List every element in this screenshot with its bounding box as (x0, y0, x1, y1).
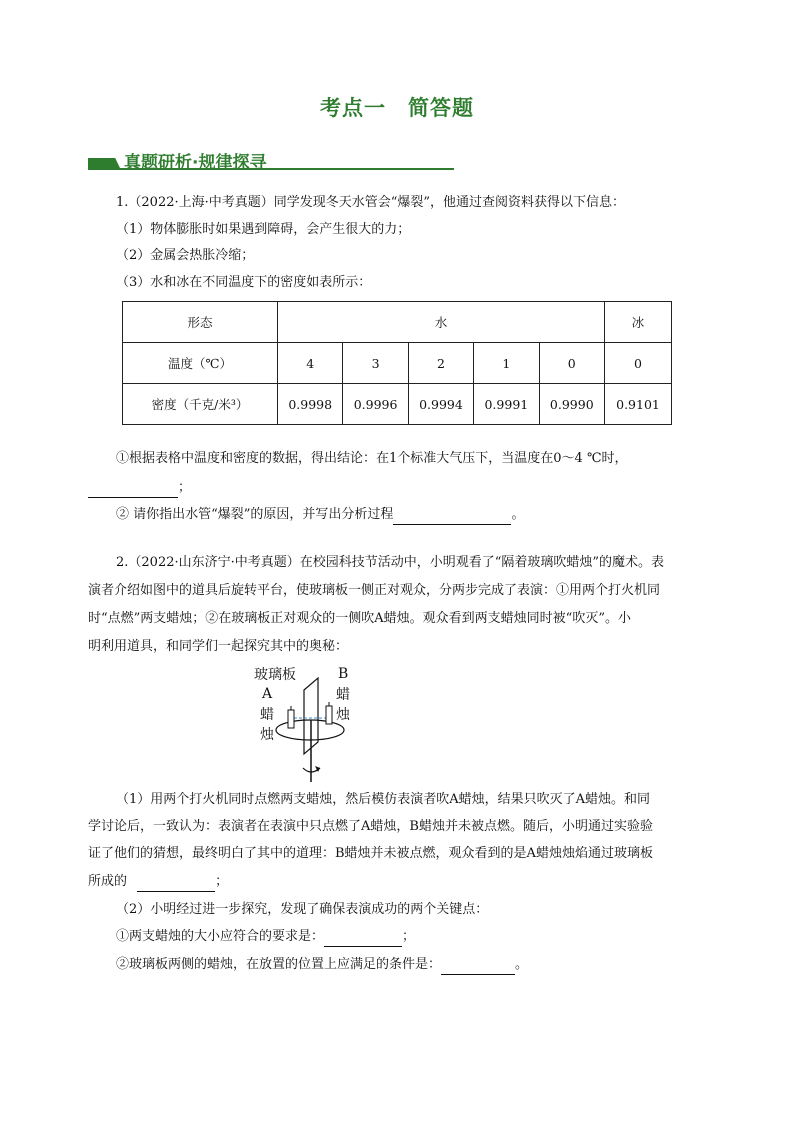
punct: ； (178, 480, 192, 495)
glass-plate-label: 玻璃板 (254, 667, 296, 683)
q2-part-2-b-text: ②玻璃板两侧的蜡烛，在放置的位置上应满足的条件是： (116, 957, 442, 972)
q2-part-1-text: 所成的 (88, 874, 128, 889)
table-cell: 温度（℃） (123, 343, 278, 384)
table-row (123, 302, 672, 343)
q2-part-1-line-2: 学讨论后，一致认为：表演者在表演中只点燃了A蜡烛，B蜡烛并未被点燃。随后，小明通过实验验 (88, 819, 653, 834)
punct: 。 (515, 957, 529, 972)
q1-sub-1-answer (88, 478, 191, 498)
table-cell: 冰 (605, 302, 672, 343)
table-row (123, 384, 672, 425)
candle-b-char-2: 烛 (336, 707, 350, 723)
table-cell: 0 (605, 343, 672, 384)
candle-b-char-1: 蜡 (336, 687, 350, 703)
punct: ； (402, 929, 416, 944)
q2-stem-4: 明利用道具，和同学们一起探究其中的奥秘： (88, 639, 349, 654)
q1-info-2: （2）金属会热胀冷缩； (116, 248, 255, 263)
candle-a-label: A (262, 686, 273, 702)
q1-info-1: （1）物体膨胀时如果遇到障碍，会产生很大的力； (116, 222, 411, 237)
q2-part-2-b (116, 955, 528, 975)
q1-stem: 1.（2022·上海·中考真题）同学发现冬天水管会“爆裂”，他通过查阅资料获得以下信息： (116, 195, 626, 210)
page-title: 考点一 简答题 (320, 96, 474, 120)
table-cell: 0.9996 (343, 384, 408, 425)
q2-stem-3: 时“点燃”两支蜡烛；②在玻璃板正对观众的一侧吹A蜡烛。观众看到两支蜡烛同时被“吹灭”。小 (88, 611, 631, 626)
table-cell: 0.9994 (408, 384, 473, 425)
section-header (88, 148, 458, 174)
table-cell: 形态 (123, 302, 278, 343)
header-bar-decoration (88, 158, 120, 168)
answer-blank[interactable] (324, 932, 402, 947)
punct: ； (215, 874, 229, 889)
q2-part-2-a-text: ①两支蜡烛的大小应符合的要求是： (116, 929, 325, 944)
table-cell: 0.9991 (474, 384, 539, 425)
table-cell: 4 (278, 343, 343, 384)
punct: 。 (511, 507, 525, 522)
section-header-label: 真题研析·规律探寻 (124, 153, 267, 173)
table-cell: 1 (474, 343, 539, 384)
q2-stem-2: 演者介绍如图中的道具后旋转平台，使玻璃板一侧正对观众，分两步完成了表演：①用两个打火机同 (88, 583, 661, 598)
table-cell: 3 (343, 343, 408, 384)
q2-part-1-line-3: 证了他们的猜想，最终明白了其中的道理：B蜡烛并未被点燃，观众看到的是A蜡烛烛焰通过玻璃板 (88, 846, 653, 861)
candle-b-label: B (338, 666, 349, 682)
table-cell: 0 (539, 343, 604, 384)
answer-blank[interactable] (137, 877, 215, 892)
answer-blank[interactable] (393, 510, 511, 525)
q2-stem-1: 2.（2022·山东济宁·中考真题）在校园科技节活动中，小明观看了“隔着玻璃吹蜡烛”的魔术。表 (116, 555, 665, 570)
q2-part-2-a (116, 927, 415, 947)
answer-blank[interactable] (88, 483, 178, 498)
q1-sub-2-text: ② 请你指出水管“爆裂”的原因，并写出分析过程 (116, 507, 394, 522)
q1-info-3: （3）水和冰在不同温度下的密度如表所示： (116, 275, 372, 290)
q1-sub-1: ①根据表格中温度和密度的数据，得出结论：在1个标准大气压下，当温度在0～4 ℃时， (116, 451, 628, 466)
density-table (122, 301, 672, 425)
table-cell: 0.9101 (605, 384, 672, 425)
q2-part-1-line-1: （1）用两个打火机同时点燃两支蜡烛，然后模仿表演者吹A蜡烛，结果只吹灭了A蜡烛。和同 (116, 792, 651, 807)
glass-candle-figure (248, 660, 368, 790)
q1-sub-2 (116, 505, 524, 525)
table-cell: 0.9998 (278, 384, 343, 425)
q2-part-2: （2）小明经过进一步探究，发现了确保表演成功的两个关键点： (116, 902, 489, 917)
table-cell: 0.9990 (539, 384, 604, 425)
table-cell: 2 (408, 343, 473, 384)
table-cell: 密度（千克/米³） (123, 384, 278, 425)
table-row (123, 343, 672, 384)
q2-part-1-line-4 (88, 872, 228, 892)
answer-blank[interactable] (441, 960, 515, 975)
candle-a-char-1: 蜡 (260, 707, 274, 723)
table-cell: 水 (278, 302, 605, 343)
candle-a-char-2: 烛 (260, 727, 274, 743)
